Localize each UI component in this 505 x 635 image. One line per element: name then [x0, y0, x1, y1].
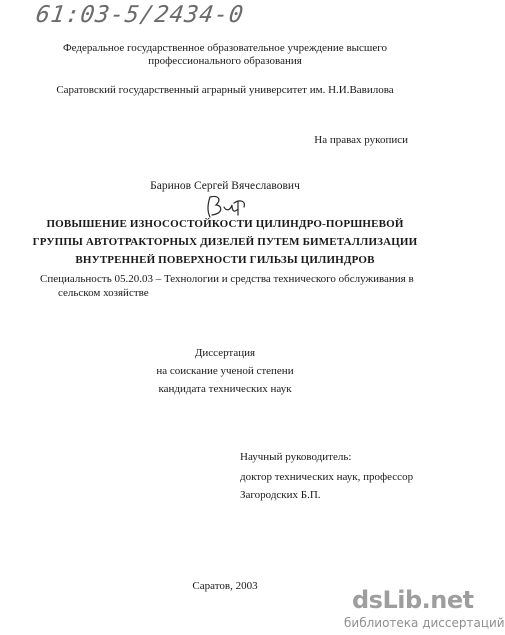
city-year: Саратов, 2003 — [192, 580, 258, 592]
advisor-degree: доктор технических наук, профессор — [240, 471, 414, 483]
specialty-line-1: Специальность 05.20.03 – Технологии и средства технического обслуживания в — [40, 273, 414, 285]
specialty-block — [40, 272, 420, 300]
dissertation-heading: Диссертация — [194, 347, 256, 359]
dissertation-title — [0, 215, 450, 269]
advisor-name: Загородских Б.П. — [240, 489, 321, 501]
advisor-label: Научный руководитель: — [240, 451, 352, 463]
author-name: Баринов Сергей Вячеславович — [150, 180, 300, 192]
watermark-tagline: библиотека диссертаций — [344, 616, 505, 630]
specialty-line-2: сельском хозяйстве — [58, 287, 149, 299]
degree-line-2: кандидата технических наук — [158, 383, 292, 395]
organization-line-1: Федеральное государственное образовательное учреждение высшего — [62, 42, 388, 54]
title-line-1: ПОВЫШЕНИЕ ИЗНОСОСТОЙКОСТИ ЦИЛИНДРО-ПОРШНЕВОЙ — [46, 218, 404, 230]
watermark-logo: dsLib.net — [352, 586, 474, 614]
university-name: Саратовский государственный аграрный университет им. Н.И.Вавилова — [56, 84, 394, 96]
degree-line-1: на соискание ученой степени — [156, 365, 294, 377]
title-line-3: ВНУТРЕННЕЙ ПОВЕРХНОСТИ ГИЛЬЗЫ ЦИЛИНДРОВ — [75, 254, 375, 266]
title-line-2: ГРУППЫ АВТОТРАКТОРНЫХ ДИЗЕЛЕЙ ПУТЕМ БИМЕТАЛЛИЗАЦИИ — [32, 236, 418, 248]
organization-line-2: профессионального образования — [148, 55, 302, 67]
manuscript-rights-note: На правах рукописи — [314, 134, 408, 146]
archive-number-handwritten: 61:03-5/2434-0 — [34, 2, 246, 28]
